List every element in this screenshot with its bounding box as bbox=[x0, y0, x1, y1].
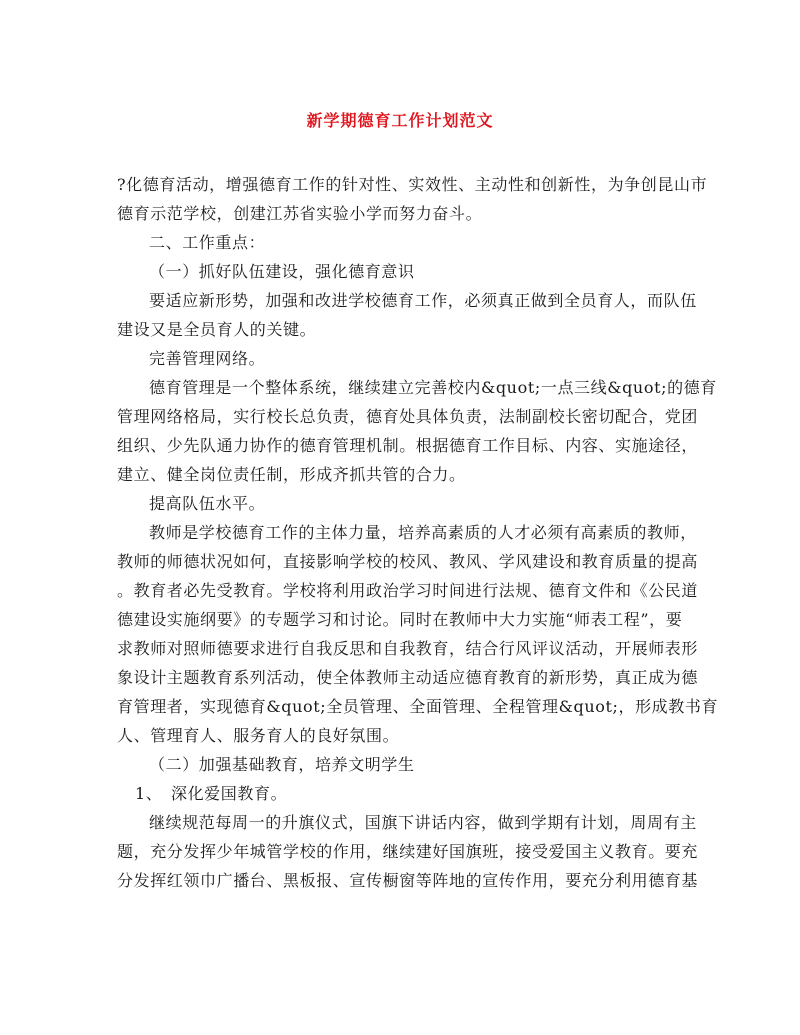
subsection-heading: （二）加强基础教育，培养文明学生 bbox=[149, 755, 415, 774]
document-title: 新学期德育工作计划范文 bbox=[306, 111, 494, 130]
subsection-heading: （一）抓好队伍建设，强化德育意识 bbox=[149, 262, 415, 281]
document-body bbox=[117, 170, 719, 895]
body-line: 德育管理是一个整体系统，继续建立完善校内&quot;一点三线&quot;的德育 bbox=[149, 378, 717, 397]
body-line: ?化德育活动，增强德育工作的针对性、实效性、主动性和创新性，为争创昆山市 bbox=[117, 175, 708, 194]
item-heading: 1、 深化爱国教育。 bbox=[135, 784, 288, 803]
item-heading: 完善管理网络。 bbox=[149, 349, 266, 368]
section-heading: 二、工作重点： bbox=[149, 233, 266, 252]
body-line: 。教育者必先受教育。学校将利用政治学习时间进行法规、德育文件和《公民道 bbox=[117, 581, 699, 600]
body-line: 人、管理育人、服务育人的良好氛围。 bbox=[117, 726, 400, 745]
body-line: 分发挥红领巾广播台、黑板报、宣传橱窗等阵地的宣传作用，要充分利用德育基 bbox=[117, 871, 699, 890]
body-line: 建设又是全员育人的关键。 bbox=[117, 320, 317, 339]
body-line: 育管理者，实现德育&quot;全员管理、全面管理、全程管理&quot;，形成教书育 bbox=[117, 697, 719, 716]
body-line: 建立、健全岗位责任制，形成齐抓共管的合力。 bbox=[117, 465, 466, 484]
item-heading: 提高队伍水平。 bbox=[149, 494, 266, 513]
body-line: 组织、少先队通力协作的德育管理机制。根据德育工作目标、内容、实施途径， bbox=[117, 436, 699, 455]
body-line: 管理网络格局，实行校长总负责，德育处具体负责，法制副校长密切配合，党团 bbox=[117, 407, 699, 426]
body-line: 象设计主题教育系列活动，使全体教师主动适应德育教育的新形势，真正成为德 bbox=[117, 668, 699, 687]
body-line: 教师的师德状况如何，直接影响学校的校风、教风、学风建设和教育质量的提高 bbox=[117, 552, 699, 571]
body-line: 要适应新形势，加强和改进学校德育工作，必须真正做到全员育人，而队伍 bbox=[149, 291, 697, 310]
body-line: 德育示范学校，创建江苏省实验小学而努力奋斗。 bbox=[117, 204, 483, 223]
body-line: 教师是学校德育工作的主体力量，培养高素质的人才必须有高素质的教师， bbox=[149, 523, 697, 542]
body-line: 继续规范每周一的升旗仪式，国旗下讲话内容，做到学期有计划，周周有主 bbox=[149, 813, 697, 832]
body-line: 求教师对照师德要求进行自我反思和自我教育，结合行风评议活动，开展师表形 bbox=[117, 639, 699, 658]
body-line: 题，充分发挥少年城管学校的作用，继续建好国旗班，接受爱国主义教育。要充 bbox=[117, 842, 699, 861]
body-line: 德建设实施纲要》的专题学习和讨论。同时在教师中大力实施“师表工程”，要 bbox=[117, 610, 683, 629]
